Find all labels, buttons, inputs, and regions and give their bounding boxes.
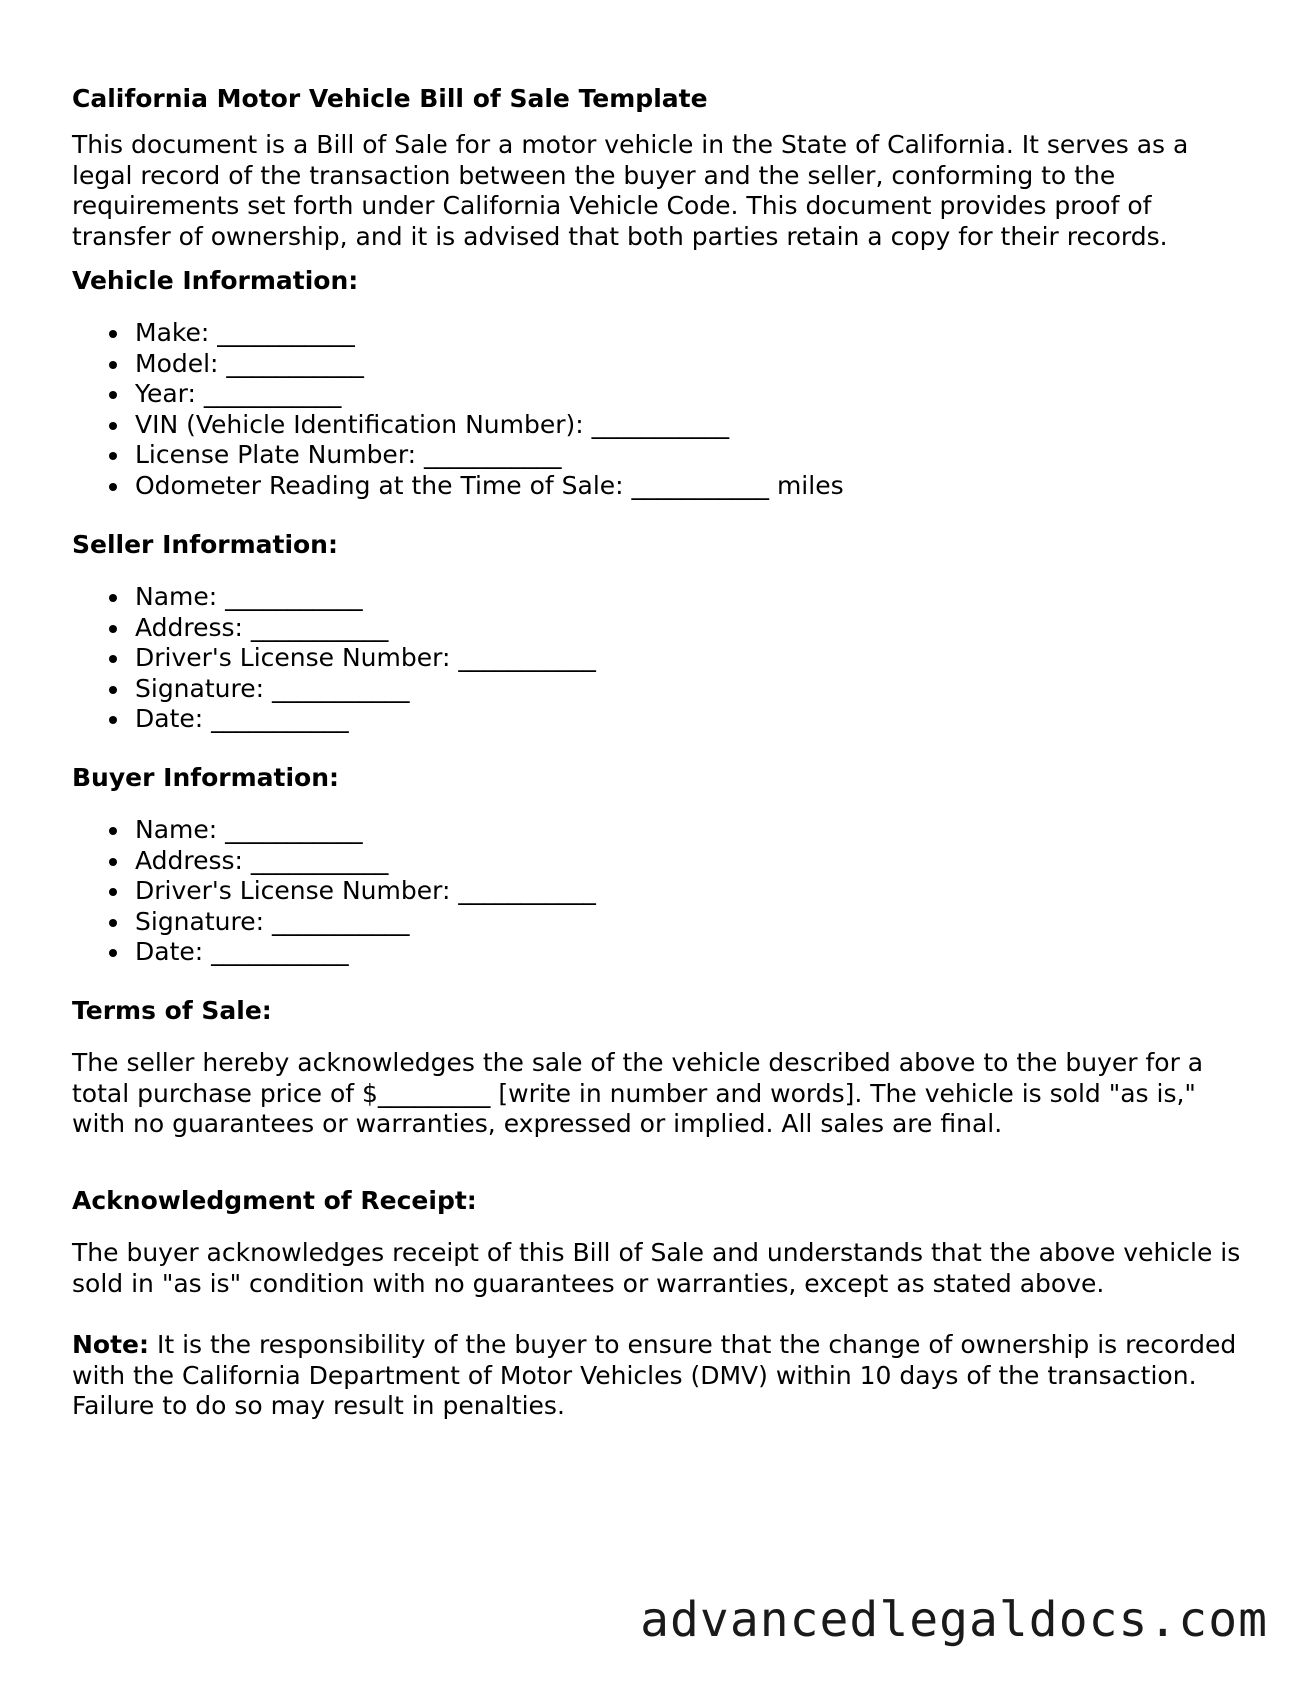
terms-of-sale-heading: Terms of Sale: [72,996,272,1025]
vehicle-odometer-field: Odometer Reading at the Time of Sale: ___________ miles [72,471,844,502]
vehicle-license-plate-field: License Plate Number: ___________ [72,440,844,471]
note-paragraph [72,1330,1242,1422]
buyer-information-list [72,815,596,968]
seller-information-heading: Seller Information: [72,530,338,559]
vehicle-information-list [72,318,844,501]
seller-signature-field: Signature: ___________ [72,674,596,705]
vehicle-model-field: Model: ___________ [72,349,844,380]
acknowledgment-paragraph: The buyer acknowledges receipt of this Bill of Sale and understands that the above vehicle is sold in "as is" condition with no guarantees or warranties, except as stated above. [72,1238,1241,1298]
footer-brand-watermark: advancedlegaldocs.com [640,1592,1268,1648]
vehicle-make-field: Make: ___________ [72,318,844,349]
buyer-license-field: Driver's License Number: ___________ [72,876,596,907]
seller-information-list [72,582,596,735]
note-label: Note: [72,1330,150,1359]
intro-paragraph: This document is a Bill of Sale for a motor vehicle in the State of California. It serves as a legal record of the transaction between the buyer and the seller, conforming to the requirements set forth under California Vehicle Code. This document provides proof of transfer of ownership, and it is advised that both parties retain a copy for their records. [72,130,1189,251]
seller-address-field: Address: ___________ [72,613,596,644]
seller-name-field: Name: ___________ [72,582,596,613]
vehicle-information-heading: Vehicle Information: [72,266,359,295]
seller-date-field: Date: ___________ [72,704,596,735]
note-text: It is the responsibility of the buyer to ensure that the change of ownership is recorded with the California Department of Motor Vehicles (DMV) within 10 days of the transaction. Failure to do so may result in penalties. [72,1330,1237,1420]
document-title: California Motor Vehicle Bill of Sale Template [72,84,708,113]
buyer-name-field: Name: ___________ [72,815,596,846]
vehicle-vin-field: VIN (Vehicle Identification Number): ___________ [72,410,844,441]
terms-of-sale-paragraph: The seller hereby acknowledges the sale of the vehicle described above to the buyer for a total purchase price of $_________ [write in number and words]. The vehicle is sold "as is," with no guarantees or warranties, expressed or implied. All sales are final. [72,1048,1204,1138]
buyer-information-heading: Buyer Information: [72,763,340,792]
buyer-signature-field: Signature: ___________ [72,907,596,938]
buyer-address-field: Address: ___________ [72,846,596,877]
acknowledgment-heading: Acknowledgment of Receipt: [72,1186,477,1215]
buyer-date-field: Date: ___________ [72,937,596,968]
seller-license-field: Driver's License Number: ___________ [72,643,596,674]
vehicle-year-field: Year: ___________ [72,379,844,410]
